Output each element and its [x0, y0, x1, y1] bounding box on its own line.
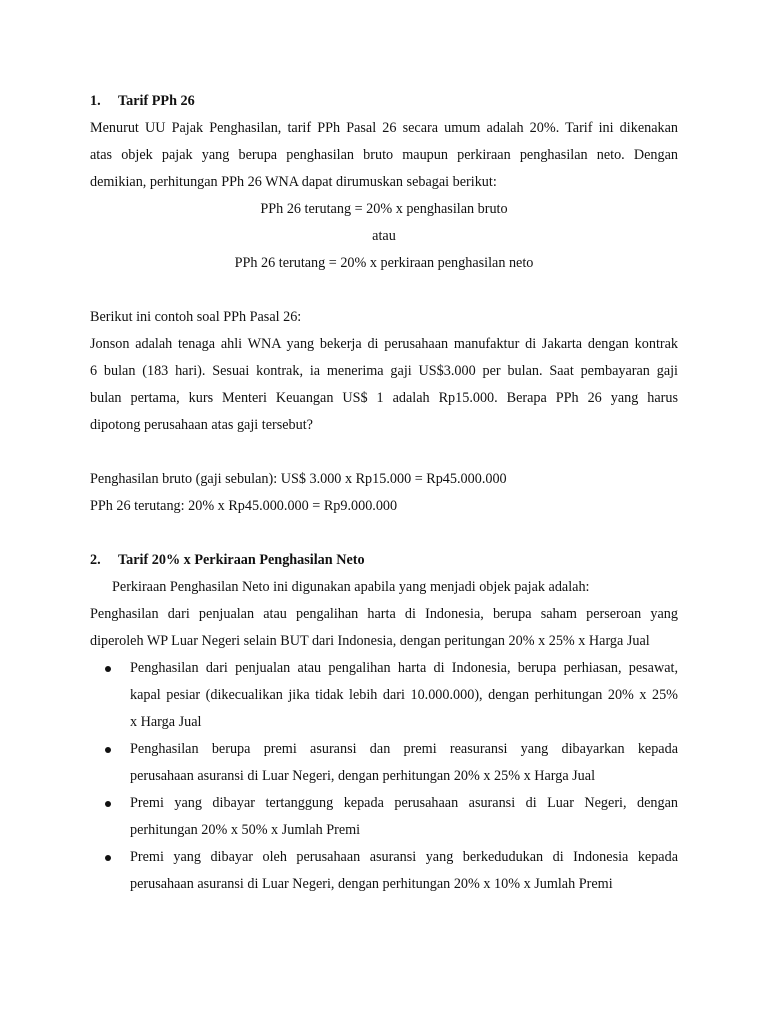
- paragraph-line: demikian, perhitungan PPh 26 WNA dapat dirumuskan sebagai berikut:: [90, 174, 497, 190]
- formula-or: atau: [372, 228, 396, 244]
- bullet-icon: [105, 855, 111, 861]
- section-2-paragraph: [90, 601, 678, 655]
- bullet-icon: [105, 747, 111, 753]
- section-2-heading: [90, 547, 678, 574]
- bullet-line: perusahaan asuransi di Luar Negeri, dengan perhitungan 20% x 10% x Jumlah Premi: [130, 876, 613, 892]
- section-2-title: Tarif 20% x Perkiraan Penghasilan Neto: [118, 552, 365, 568]
- paragraph-line: diperoleh WP Luar Negeri selain BUT dari Indonesia, dengan peritungan 20% x 25% x Harga Jual: [90, 633, 650, 649]
- bullet-line: perhitungan 20% x 50% x Jumlah Premi: [130, 822, 361, 838]
- formula-bruto: PPh 26 terutang = 20% x penghasilan bruto: [260, 201, 508, 217]
- bullet-line: Penghasilan berupa premi asuransi dan premi reasuransi yang dibayarkan kepada: [130, 741, 678, 757]
- section-1-heading: [90, 88, 678, 115]
- bullet-line: x Harga Jual: [130, 714, 202, 730]
- section-2-intro: Perkiraan Penghasilan Neto ini digunakan apabila yang menjadi objek pajak adalah:: [112, 579, 590, 595]
- section-1-number: 1.: [90, 93, 101, 109]
- formula-neto: PPh 26 terutang = 20% x perkiraan penghasilan neto: [234, 255, 534, 271]
- bullet-icon: [105, 801, 111, 807]
- example-paragraph: [90, 331, 678, 439]
- calculation-pph26: PPh 26 terutang: 20% x Rp45.000.000 = Rp9.000.000: [90, 498, 398, 514]
- section-1-title: Tarif PPh 26: [118, 93, 195, 109]
- paragraph-line: Menurut UU Pajak Penghasilan, tarif PPh Pasal 26 secara umum adalah 20%. Tarif ini dikenakan: [90, 120, 678, 136]
- bullet-line: kapal pesiar (dikecualikan jika tidak lebih dari 10.000.000), dengan perhitungan 20% x 25%: [130, 687, 678, 703]
- section-1-paragraph: [90, 115, 678, 196]
- list-item: [90, 655, 678, 736]
- paragraph-line: 6 bulan (183 hari). Sesuai kontrak, ia menerima gaji US$3.000 per bulan. Saat pembayaran gaji: [90, 363, 678, 379]
- list-item: [90, 844, 678, 898]
- paragraph-line: Jonson adalah tenaga ahli WNA yang bekerja di perusahaan manufaktur di Jakarta dengan kontrak: [90, 336, 678, 352]
- bullet-line: perusahaan asuransi di Luar Negeri, dengan perhitungan 20% x 25% x Harga Jual: [130, 768, 596, 784]
- example-intro: Berikut ini contoh soal PPh Pasal 26:: [90, 309, 302, 325]
- paragraph-line: dipotong perusahaan atas gaji tersebut?: [90, 417, 313, 433]
- document-page: [90, 88, 678, 898]
- paragraph-line: Penghasilan dari penjualan atau pengalihan harta di Indonesia, berupa saham perseroan yang: [90, 606, 678, 622]
- bullet-line: Premi yang dibayar tertanggung kepada perusahaan asuransi di Luar Negeri, dengan: [130, 795, 678, 811]
- bullet-line: Penghasilan dari penjualan atau pengalihan harta di Indonesia, berupa perhiasan, pesawat,: [130, 660, 678, 676]
- calculation-bruto: Penghasilan bruto (gaji sebulan): US$ 3.000 x Rp15.000 = Rp45.000.000: [90, 471, 507, 487]
- bullet-icon: [105, 666, 111, 672]
- list-item: [90, 736, 678, 790]
- bullet-list: [90, 655, 678, 898]
- bullet-line: Premi yang dibayar oleh perusahaan asuransi yang berkedudukan di Indonesia kepada: [130, 849, 678, 865]
- paragraph-line: atas objek pajak yang berupa penghasilan bruto maupun perkiraan penghasilan neto. Dengan: [90, 147, 678, 163]
- section-2-number: 2.: [90, 552, 101, 568]
- list-item: [90, 790, 678, 844]
- paragraph-line: bulan pertama, kurs Menteri Keuangan US$ 1 adalah Rp15.000. Berapa PPh 26 yang harus: [90, 390, 678, 406]
